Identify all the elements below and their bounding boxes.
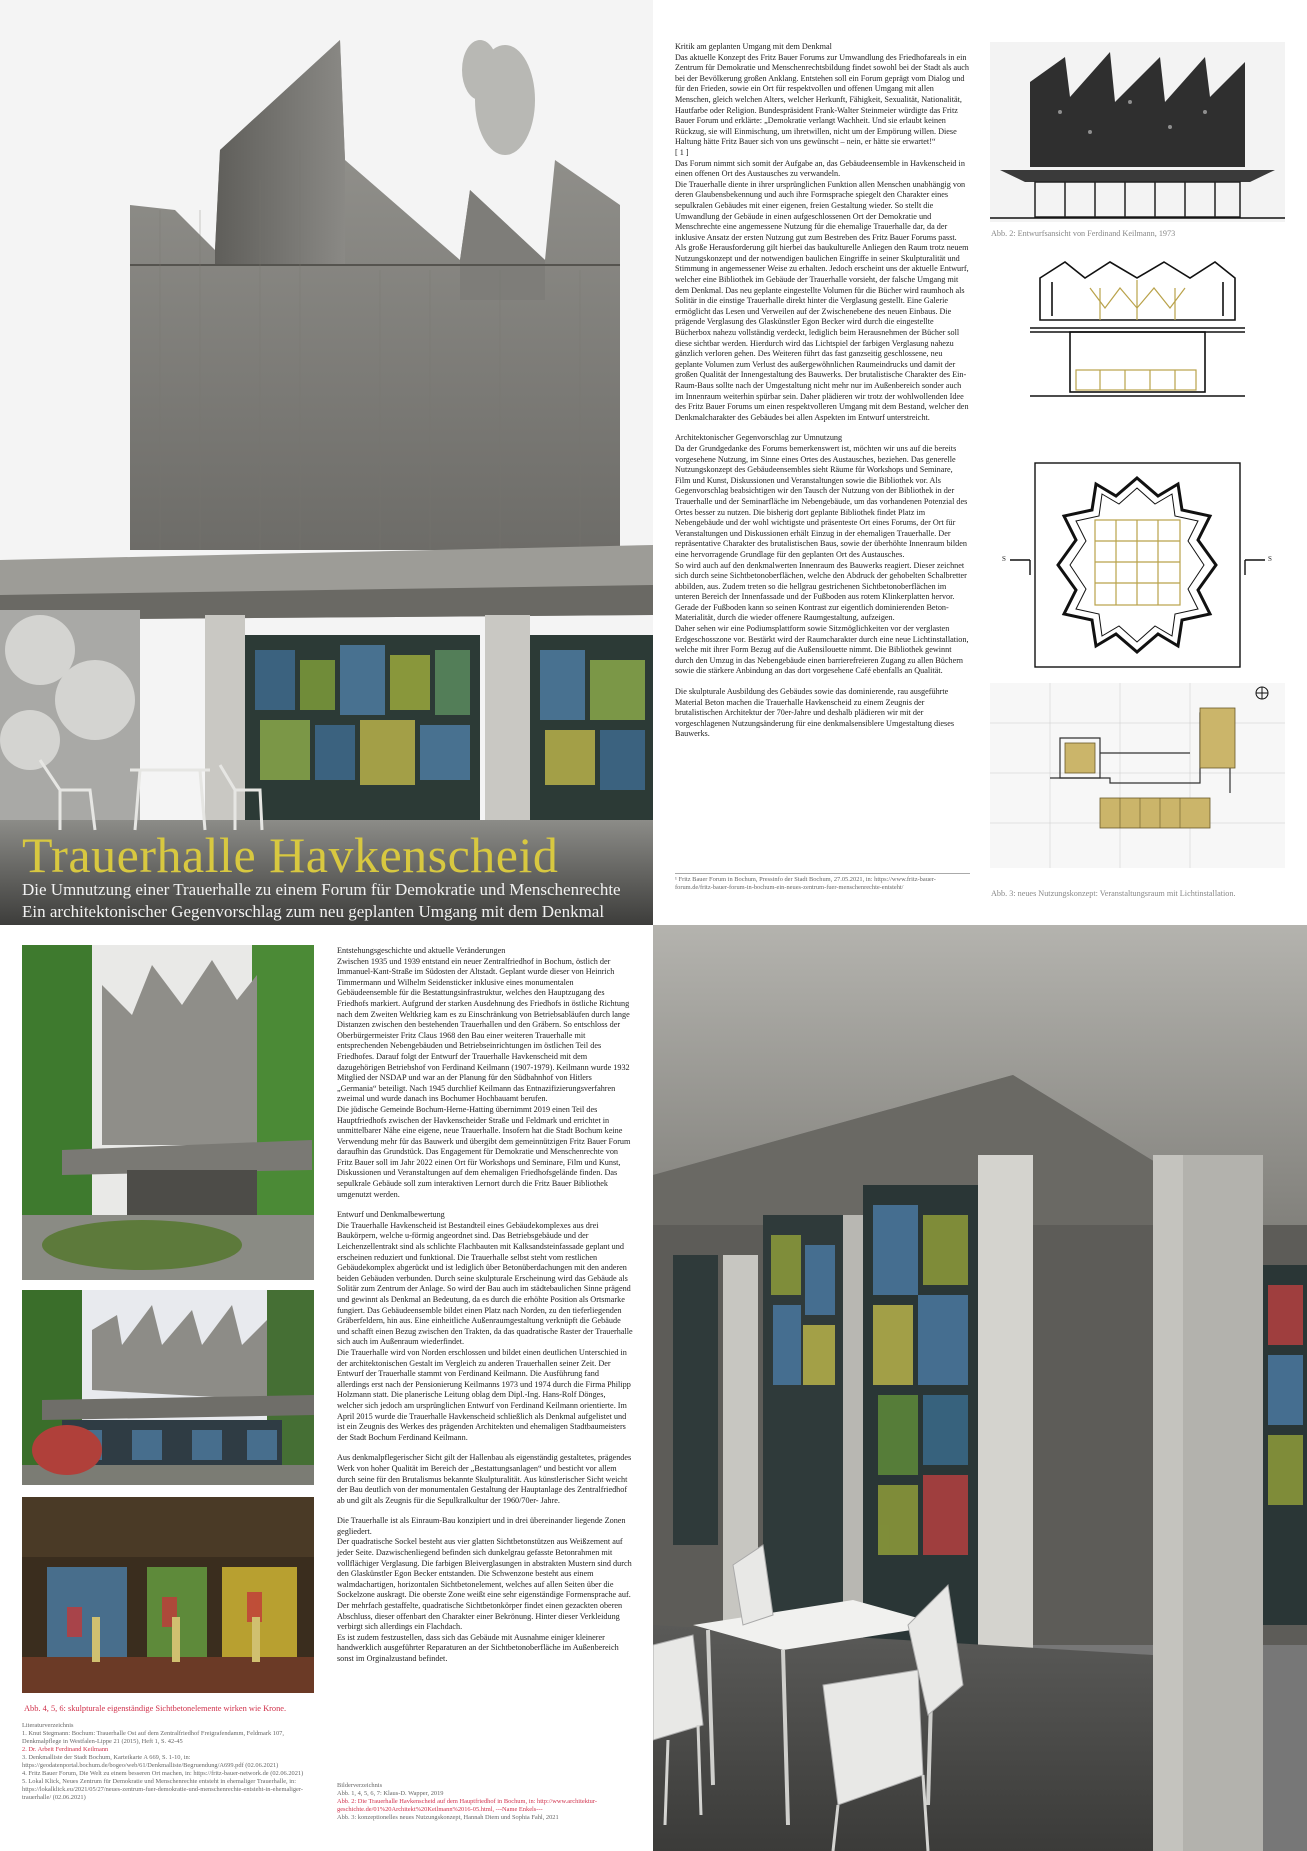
paragraph: Das aktuelle Konzept des Fritz Bauer Forums zur Umwandlung des Friedhofareals in ein Zentrum für Demokratie und Menschenrechtsbildung findet sowohl bei der Stadt als auch bei der Bevölkerung großen Anklang. Entstehen soll ein Forum geprägt vom Dialog und für den Frieden, sowie ein Ort für respektvollen und offenen Umgang mit allen Menschen, gleich welchen Alters, welcher Herkunft, Fähigkeit, Sexualität, Nationalität, Hautfarbe oder Religion. Bundespräsident Frank-Walter Steinmeier würdigte das Fritz Bauer Forum und erklärte: „Demokratie verlangt Wachheit. Und sie erlaubt keinen Rückzug, sie will Einmischung, um ihretwillen, nicht um der Empörung willen. Diese Haltung hätte Fritz Bauer sich von uns gewünscht – nein, er hätte sie erwartet!“ — [675, 52, 969, 147]
footnote: ¹ Fritz Bauer Forum in Bochum, Pressinfo der Stadt Bochum, 27.05.2021, in: https://www.fritz-bauer-forum.de/fritz-bauer-forum-in-bochum-ein-neues-zentrum-fuer-menschenrechte-entsteht/ — [675, 876, 936, 891]
text-column-bottom — [337, 946, 633, 1665]
literature-item: 2. Dr. Arbeit Ferdinand Keilmann — [22, 1746, 109, 1753]
literature-list — [22, 1722, 314, 1802]
paragraph: Die Trauerhalle diente in ihrer ursprünglichen Funktion allen Menschen unabhängig von deren Glaubensbekennung und auch ihre Formsprache spiegelt den Charakter eines sepulkralen Gebäudes mit einer eigenen, freien Gestaltung wieder. So stellt die Umwandlung der Gebäude in einen aufgeschlossenen Ort der Demokratie und Menschrechte eine angemessene Nutzung für die ehemalige Trauerhalle dar, da der inklusive Ansatz der ersten Nutzung gut zum Bestreben des Fritz Bauer Forums passt. — [675, 179, 966, 242]
literature-item: 3. Denkmalliste der Stadt Bochum, Karteikarte A 669, S. 1-10, in: https://geodatenportal.bochum.de/bogeo/web/61/Denkmalliste/Begruendung/A699.pdf (02.06.2021) — [22, 1754, 279, 1769]
paragraph: Als große Herausforderung gilt hierbei das baukulturelle Anliegen den Raum trotz neuem Nutzungskonzept und der notwendigen baulichen Eingriffe in seiner Skulpturalität und Stimmung in angemessener Weise zu erhalten. Jedoch erscheint uns der aktuelle Entwurf, welcher eine Bibliothek im Gebäude der Trauerhalle vorsieht, der falsche Umgang mit dem Denkmal. Das neu geplante eingestellte Volumen für die Bücher wird raumhoch als Solitär in die einstige Trauerhalle direkt hinter die Verglasung gestellt. Eine Galerie ermöglicht das Lesen und Verweilen auf der Zwischenebene des neuen Einbaus. Die prägende Verglasung des Glaskünstler Egon Becker wird durch die eingestellte Bücherbox nahezu vollständig verdeckt, lediglich beim Herausnehmen der Bücher soll diese sichtbar werden. Hierdurch wird das Lichtspiel der farbigen Verglasung nahezu gänzlich verloren gehen. Des Weiteren führt das fast ganzseitig geschlossene, neu geplante Volumen zum Verlust des außergewöhnlichen Raumeindrucks und damit der großen Qualität der Innengestaltung des Bauwerks. Der brutalistische Charakter des Ein-Raum-Baus sollte nach der Umgestaltung nicht mehr nur im Außenbereich sonder auch im Innenraum weiterhin spürbar sein. Daher plädieren wir trotz der wohlwollenden Idee des Fritz Bauer Forums um einen respektvolleren Umgang mit dem Bestand, welcher den Denkmalcharakter des Gebäudes bei allen Aspekten im Entwurf unterstreicht. — [675, 243, 969, 422]
paragraph: Das Forum nimmt sich somit der Aufgabe an, das Gebäudeensemble in Havkenscheid in einen offenen Ort des Austausches zu verwandeln. — [675, 158, 965, 179]
figure-caption-4-6: Abb. 4, 5, 6: skulpturale eigenständige Sichtbetonelemente wirken wie Krone. — [24, 1704, 287, 1713]
footnote-divider — [675, 873, 970, 874]
paragraph: Aus denkmalpflegerischer Sicht gilt der Hallenbau als eigenständig gestaltetes, prägendes Werk von hoher Qualität im Bereich der „Bestattungsanlagen“ und besticht vor allem durch seine für den Brutalismus bekannte Skulpturalität. Aus künstlerischer Sicht weicht der Bau deutlich von der monumentalen Gestaltung der Hauptanlage des Zentralfriedhof ab und gilt als Zeugnis für die Sepulkralkultur der 1960/70er- Jahre. — [337, 1453, 632, 1505]
photo-colonnade — [653, 925, 1307, 1851]
section-mark-right: S — [1268, 555, 1272, 563]
text-column-top — [675, 42, 970, 740]
credits-item: Abb. 1, 4, 5, 6, 7: Klaus-D. Wapper, 2019 — [337, 1790, 444, 1797]
section-drawing — [1030, 258, 1245, 400]
credits-item: Abb. 2: Die Trauerhalle Havkenscheid auf dem Hauptfriedhof in Bochum, in: http://www.architektur-geschichte.de/01%20Architekt%20Keilmann%2016-05.html, ---Name Enkels--- — [337, 1798, 597, 1813]
photo-interior — [22, 1497, 314, 1693]
paragraph: Die Trauerhalle ist als Einraum-Bau konzipiert und in drei übereinander liegende Zonen gegliedert. — [337, 1516, 626, 1536]
floor-plan — [1000, 460, 1275, 670]
trauerhalle-exterior-photo — [0, 0, 653, 925]
paragraph: Es ist zudem festzustellen, dass sich das Gebäude mit Ausnahme einiger kleinerer handwerklich ausgeführter Reparaturen an der Sichtbetonoberfläche im Außenbereich sonst im Orginalzustand befindet. — [337, 1632, 619, 1663]
site-plan — [990, 683, 1285, 868]
paragraph: Die Trauerhalle Havkenscheid ist Bestandteil eines Gebäudekomplexes aus drei Baukörpern, welche u-förmig angeordnet sind. Das Betriebsgebäude und der Leichenzellentrakt sind als schlichte Flachbauten mit Kalksandsteinfassade geplant und erscheinen reduziert und funktional. Die Trauerhalle selbst steht vom restlichen Gebäudekomplex abgerückt und ist lediglich über Betonüberdachungen mit den anderen beiden Gebäuden verbunden. Durch seine skulpturale Erscheinung wird das Gebäude als Solitär zum Zentrum der Anlage. So wird der Bau auch im städtebaulichen Sinne prägend und gewinnt als Denkmal an Bedeutung, da es durch die erhöhte Position als Ortsmarke fungiert. Das Gebäudeensemble bildet einen Platz nach Norden, zu den tieferliegenden Gräberfeldern, hin aus. Eine einheitliche Außenraumgestaltung verknüpft die Gebäude und schafft einen Bezug zwischen den Trakten, da das quadratische Raster der Trauerhalle sich auch im Außenraum wiederfindet. — [337, 1220, 633, 1347]
paragraph: Die jüdische Gemeinde Bochum-Herne-Hatting übernimmt 2019 einen Teil des Hauptfriedhofs zwischen der Havkenscheider Straße und Feldmark und errichtet in unmittelbarer Nähe eine eigene, neue Trauerhalle. Insofern hat die Stadt Bochum keine Verwendung mehr für das Bauwerk und übergibt dem gemeinnützigen Fritz Bauer Forum daraufhin das Grundstück. Das Engagement für Demokratie und Menschenrechte von Fritz Bauer soll im Jahr 2022 einen Ort für Workshops und Seminare, Film und Kunst, Diskussionen und Veranstaltungen auf dem ehemaligen Friedhofsgelände finden. Das sepulkrale Gebäude soll zum interaktiven Lernort durch die Fritz Bauer Bibliothek umgenutzt werden. — [337, 1104, 631, 1199]
paragraph: So wird auch auf den denkmalwerten Innenraum des Bauwerks reagiert. Dieser zeichnet sich durch seine Sichtbetonoberflächen, welche den Abdruck der gehobelten Schalbretter abbilden, aus. Zudem treten so die hellgrau gestrichenen Sichtbetonoberflächen im unteren Bereich der Innenfassade und der Fußboden aus rotem Klinkerplatten hervor. Gerade der Fußboden kann so seinen Kontrast zur eigentlich dominierenden Beton-Materialität, durch die wieder offenere Raumgestaltung, aufzeigen. — [675, 560, 967, 623]
literature-title: Literaturverzeichnis — [22, 1722, 74, 1729]
paragraph: Zwischen 1935 und 1939 entstand ein neuer Zentralfriedhof in Bochum, östlich der Immanuel-Kant-Straße im Südosten der Altstadt. Geplant wurde dieser von Heinrich Timmermann und Wilhelm Seidensticker inklusive eines monumentalen Gebäudeensemble für die Bestattungsinfrastruktur, welches den Hauptzugang des Friedhofs markiert. Aufgrund der starken Ausdehnung des Friedhofs in östliche Richtung nach dem Zweiten Weltkrieg kam es zu Einschränkung von Betriebsabläufen durch lange Distanzen zwischen den bestehenden Trauerhallen und den Gräbern. So entschloss der Oberbürgermeister Fritz Claus 1968 den Bau einer weiteren Trauerhalle mit entsprechenden Nebengebäuden und Betriebseinrichtungen im östlichen Teil des Friedhofes. Darauf folgt der Entwurf der Trauerhalle Havkenscheid mit dem dazugehörigen Betriebshof von Ferdinand Keilmann (1907-1979). Keilmann wurde 1932 Mitglied der NSDAP und war an der Planung für den Südbahnhof von Hitlers „Germania“ beteiligt. Nach 1945 durchlief Keilmann das Entnazifizierungsverfahren zweimal und wurde danach ins Bochumer Hochbauamt berufen. — [337, 956, 630, 1104]
image-credits — [337, 1782, 633, 1822]
photo-exterior-2 — [22, 1290, 314, 1485]
poster-title: Trauerhalle Havkenscheid — [22, 827, 559, 883]
section-heading: Entstehungsgeschichte und aktuelle Veränderungen — [337, 946, 506, 955]
credits-item: Abb. 3: konzeptionelles neues Nutzungskonzept, Hannah Diem und Sophia Fahl, 2021 — [337, 1814, 559, 1821]
paragraph: Die skulpturale Ausbildung des Gebäudes sowie das dominierende, rau ausgeführte Material Beton machen die Trauerhalle Havkenscheid zu einem Zeugnis der brutalistischen Architektur der 70er-Jahre und deshalb plädieren wir mit der vorgeschlagenen Nutzungsänderung für eine denkmalsensiblere Umgestaltung dieses Bauwerks. — [675, 687, 955, 739]
paragraph: Da der Grundgedanke des Forums bemerkenswert ist, möchten wir uns auf die bereits vorgesehene Nutzung, im Sinne eines Ortes des Austausches, beziehen. Das generelle Nutzungskonzept des Gebäudeensembles sieht Räume für Workshops und Seminare, Film und Kunst, Diskussionen und Veranstaltungen sowie die Bibliothek vor. Als Gegenvorschlag beabsichtigen wir den Tausch der Nutzung von der Bibliothek in der Trauerhalle und der Seminarfläche im Nebengebäude, um das vorhandenen Potenzial des Ortes besser zu nutzen. Die bisherig dort geplante Bibliothek findet Platz im Nebengebäude und der wohl wichtigste und präsenteste Ort eines Forums, der Ort für Veranstaltungen und Diskussionen erhält Einzug in der ehemaligen Trauerhalle. Der repräsentative Charakter des brutalistischen Baus, sowie der überhöhte Innenraum bilden eine hervorragende Grundlage für den geplanten Ort des Austausches. — [675, 443, 968, 559]
poster-subtitle-1: Die Umnutzung einer Trauerhalle zu einem Forum für Demokratie und Menschenrechte — [22, 880, 621, 899]
literature-item: 4. Fritz Bauer Forum, Die Welt zu einem besseren Ort machen, in: https://fritz-bauer-network.de (02.06.2021) — [22, 1770, 304, 1777]
literature-item: 5. Lokal Klick, Neues Zentrum für Demokratie und Menschenrechte entsteht in ehemaliger Trauerhalle, in: https://lokalklick.eu/2021/05/27/neues-zentrum-fuer-demokratie-und-menschenrechte-entsteht-in-ehemaliger-trauerhalle/ (02.06.2021) — [22, 1778, 304, 1801]
paragraph: Der quadratische Sockel besteht aus vier glatten Sichtbetonstützen aus Weißzement auf jeder Seite. Dazwischenliegend befinden sich dunkelgrau gefasste Betonrahmen mit vollflächiger Verglasung. Die farbigen Bleiverglasungen in abstrakten Mustern sind durch den Glaskünstler Egon Becker entstanden. Die Schwenzone besteht aus einem walmdachartigen, horizontalen Sichtbetonelement, welches auf allen Seiten über die Sockelzone auskragt. Die oberste Zone weißt eine sehr eigenständige Formensprache auf. Der mehrfach gestaffelte, quadratische Sichtbetonkörper findet einen gezackten oberen Abschluss, dieser offenbart den Charakter einer Bekrönung. Hinter dieser Verkleidung verbirgt sich allerdings ein Flachdach. — [337, 1537, 632, 1632]
poster-subtitle-2: Ein architektonischer Gegenvorschlag zum neu geplanten Umgang mit dem Denkmal — [22, 902, 605, 921]
section-heading: Entwurf und Denkmalbewertung — [337, 1210, 445, 1220]
paragraph: Die Trauerhalle wird von Norden erschlossen und bildet einen deutlichen Unterschied in der architektonischen Gestalt im Vergleich zu anderen Trauerhallen seiner Zeit. Der Entwurf der Trauerhalle stammt von Ferdinand Keilmann. Die Ausführung fand allerdings erst nach der Pensionierung Keilmanns 1973 und 1974 durch die Firma Philipp Holzmann statt. Die planerische Leitung oblag dem Dipl.-Ing. Hans-Rolf Dönges, welcher sich jedoch am ursprünglichen Entwurf von Ferdinand Keilmann orientierte. Im April 2015 wurde die Trauerhalle Havkenscheid schließlich als Denkmal aufgelistet und ist ein Zeugnis des Werkes des prägenden Architekten und ehemaligen Stadtbaumeisters der Stadt Bochum Ferdinand Keilmann. — [337, 1347, 631, 1442]
figure-caption-3: Abb. 3: neues Nutzungskonzept: Veranstaltungsraum mit Lichtinstallation. — [991, 889, 1236, 898]
section-heading: Kritik am geplanten Umgang mit dem Denkmal — [675, 42, 832, 51]
section-heading: Architektonischer Gegenvorschlag zur Umnutzung — [675, 433, 843, 443]
paragraph: Daher sehen wir eine Podiumsplattform sowie Sitzmöglichkeiten vor der verglasten Erdgeschosszone vor. Bestärkt wird der Raumcharakter durch eine neue Lichtinstallation, welche mit ihrer Form Bezug auf die Außensilouette nimmt. Die Bibliothek gewinnt durch den Umzug in das Nebengebäude einen barrierefreieren Zugang zu allen Büchern sowie die stärkere Anbindung an das dort vorgesehene Café ebenfalls an Qualität. — [675, 624, 969, 676]
photo-exterior-1 — [22, 945, 314, 1280]
section-mark-left: S — [1002, 555, 1006, 563]
credits-title: Bilderverzeichnis — [337, 1782, 383, 1789]
hero-photo — [0, 0, 653, 925]
elevation-sketch — [990, 42, 1285, 222]
figure-caption-2: Abb. 2: Entwurfsansicht von Ferdinand Keilmann, 1973 — [991, 229, 1176, 238]
footnote-ref: [ 1 ] — [675, 147, 689, 157]
literature-item: 1. Knut Stegmann: Bochum: Trauerhalle Ost auf dem Zentralfriedhof Freigrafendamm, Feldmark 107, Denkmalpflege in Westfalen-Lippe 21 (2015), Heft 1, S. 42-45 — [22, 1730, 284, 1745]
